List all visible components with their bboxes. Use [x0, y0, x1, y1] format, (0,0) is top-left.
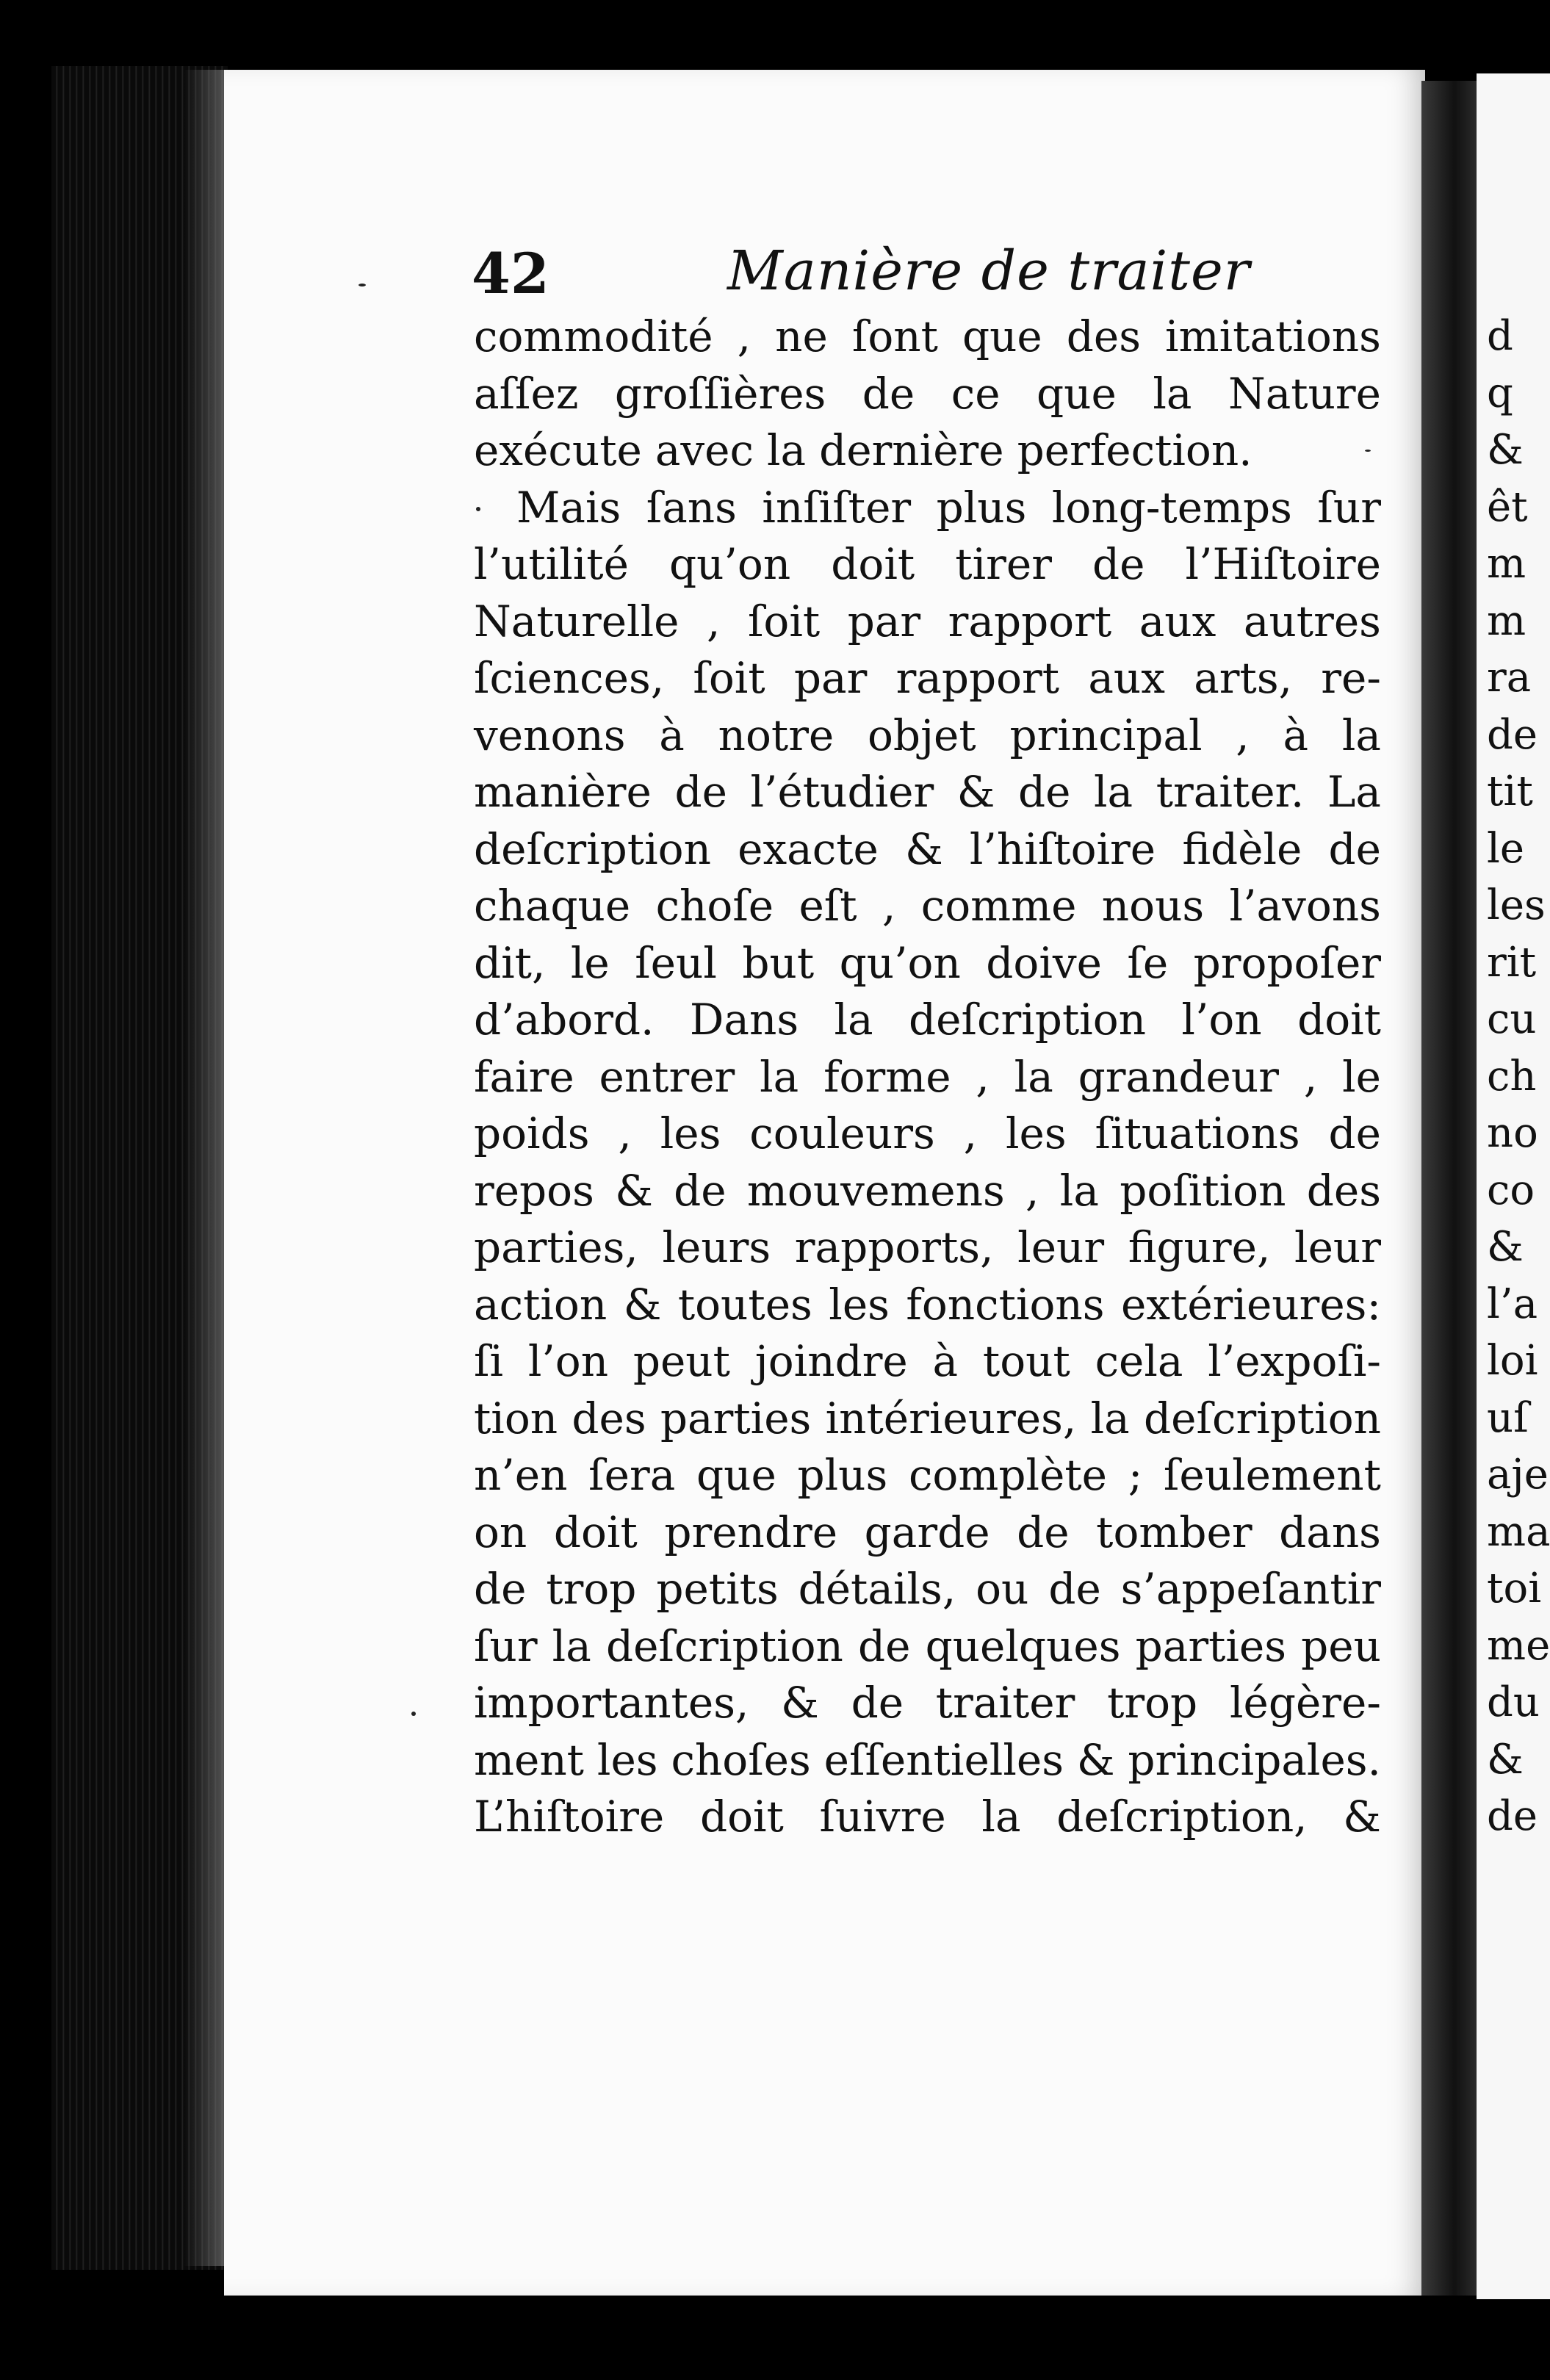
page-number: 42 [472, 241, 549, 306]
text-line: poids , les couleurs , les ſituations de [474, 1108, 1381, 1158]
text-line: l’utilité qu’on doit tirer de l’Hiſtoire [474, 539, 1381, 589]
text-line: ment les choſes eſſentielles & principales. [474, 1734, 1381, 1785]
facing-page-fragment: no [1487, 1109, 1538, 1157]
facing-page-fragment: m [1487, 596, 1526, 645]
facing-page-fragment: co [1487, 1166, 1535, 1214]
text-line: parties, leurs rapports, leur figure, leur [474, 1222, 1381, 1272]
text-line: faire entrer la forme , la grandeur , le [474, 1051, 1381, 1102]
facing-page-fragment: & [1487, 426, 1524, 474]
facing-page-fragment: & [1487, 1223, 1524, 1271]
text-line: ſciences, ſoit par rapport aux arts, re- [474, 653, 1381, 703]
facing-page-fragment: loi [1487, 1337, 1538, 1385]
facing-page-fragment: l’a [1487, 1280, 1538, 1328]
facing-page-fragment: m [1487, 540, 1526, 588]
facing-page-fragment: uſ [1487, 1393, 1529, 1442]
text-line: venons à notre objet principal , à la [474, 710, 1381, 760]
text-line: tion des parties intérieures, la deſcription [474, 1393, 1381, 1443]
text-line: d’abord. Dans la deſcription l’on doit [474, 995, 1381, 1045]
facing-page-fragment: du [1487, 1678, 1540, 1726]
text-line: de trop petits détails, ou de s’appeſantir [474, 1564, 1381, 1614]
facing-page-fragment: q [1487, 369, 1513, 417]
facing-page-fragment: ra [1487, 654, 1532, 702]
text-line: on doit prendre garde de tomber dans [474, 1507, 1381, 1557]
scan-speck [358, 284, 366, 286]
page-edge-shading [184, 70, 228, 2266]
text-line: ſi l’on peut joindre à tout cela l’expoſi- [474, 1336, 1381, 1386]
text-line: deſcription exacte & l’hiſtoire fidèle de [474, 823, 1381, 874]
text-line: commodité , ne ſont que des imitations [474, 311, 1381, 361]
book-gutter [1421, 81, 1477, 2296]
body-text [474, 309, 1381, 1846]
text-line: dit, le ſeul but qu’on doive ſe propoſer [474, 937, 1381, 988]
facing-page-fragment: & [1487, 1735, 1524, 1784]
facing-page-fragment: ch [1487, 1052, 1537, 1100]
text-line: exécute avec la dernière perfection. [474, 425, 1252, 475]
facing-page-fragment: cu [1487, 995, 1537, 1043]
running-head: Manière de traiter [727, 239, 1251, 303]
facing-page-fragment: toi [1487, 1565, 1542, 1612]
scan-speck [411, 1712, 416, 1716]
scan-speck [1365, 450, 1371, 452]
facing-page-fragment: me [1487, 1621, 1550, 1670]
text-line: ſur la deſcription de quelques parties peu [474, 1620, 1381, 1671]
facing-page-fragment: tit [1487, 768, 1533, 815]
facing-page-fragment: le [1487, 824, 1525, 873]
facing-page-fragment: aje [1487, 1451, 1549, 1499]
facing-page-fragment: les [1487, 881, 1546, 929]
text-line: L’hiſtoire doit ſuivre la deſcription, & [474, 1792, 1381, 1842]
facing-page-fragment: êt [1487, 483, 1528, 531]
text-line: repos & de mouvemens , la poſition des [474, 1165, 1381, 1216]
facing-page-fragment: rit [1487, 938, 1537, 987]
facing-page-fragment: de [1487, 1792, 1538, 1840]
text-line: manière de l’étudier & de la traiter. La [474, 767, 1381, 817]
text-line: chaque choſe eſt , comme nous l’avons [474, 881, 1381, 931]
text-line: Naturelle , ſoit par rapport aux autres [474, 596, 1381, 646]
facing-page-fragment: d [1487, 312, 1513, 360]
facing-page-fragment: ma [1487, 1507, 1550, 1556]
text-line: Mais ſans inſiſter plus long-temps ſur [516, 482, 1381, 533]
scan-speck [476, 507, 480, 511]
text-line: aſſez groſſières de ce que la Nature [474, 368, 1381, 419]
text-line: importantes, & de traiter trop légère- [474, 1678, 1381, 1728]
text-line: action & toutes les fonctions extérieures: [474, 1279, 1381, 1330]
facing-page-fragment: de [1487, 710, 1538, 759]
text-line: n’en ſera que plus complète ; ſeulement [474, 1450, 1381, 1500]
